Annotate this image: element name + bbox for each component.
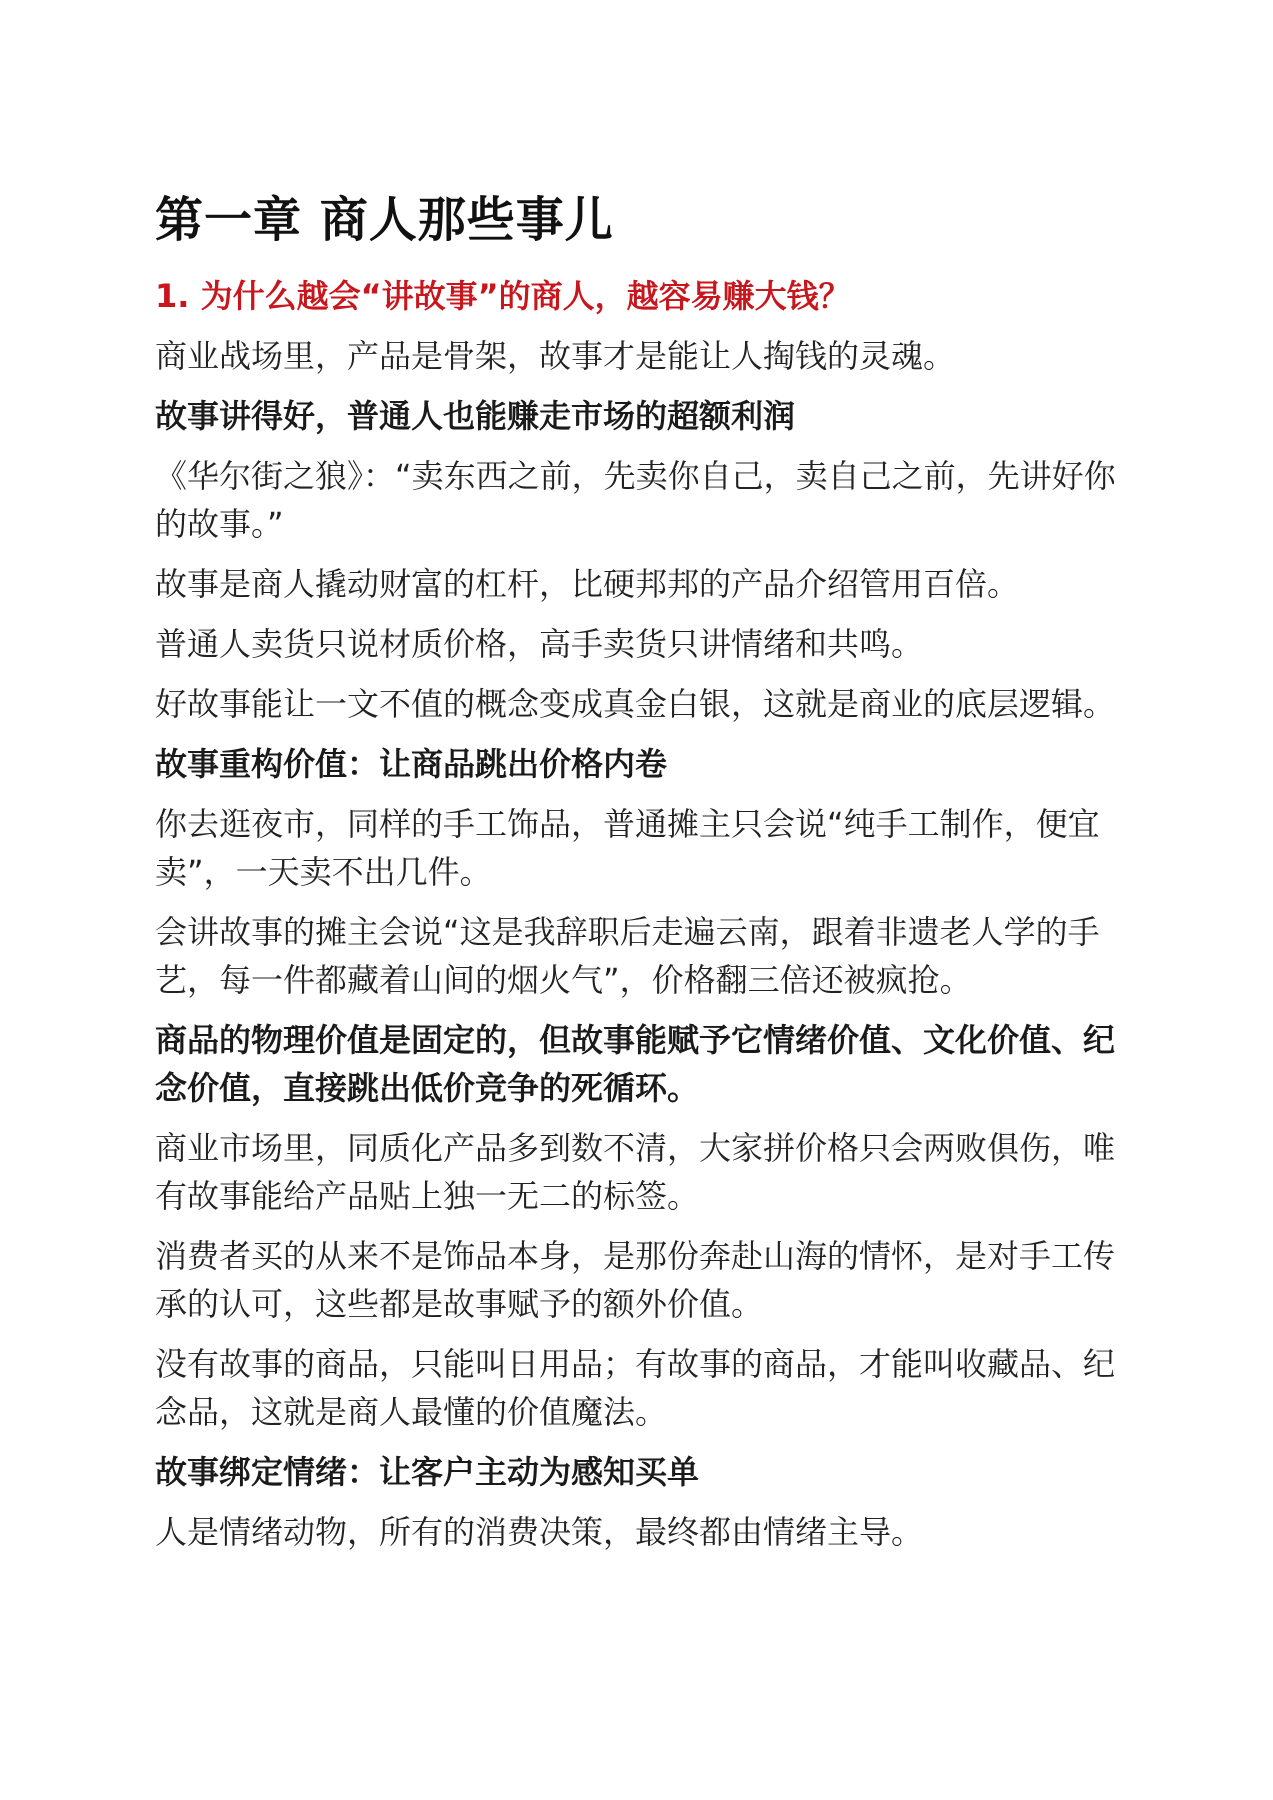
body-paragraph: 没有故事的商品，只能叫日用品；有故事的商品，才能叫收藏品、纪念品，这就是商人最懂的价值魔法。 [155,1345,1116,1431]
article-body [155,332,1123,1556]
body-paragraph: 《华尔街之狼》：“卖东西之前，先卖你自己，卖自己之前，先讲好你的故事。” [155,457,1116,543]
bold-subheading: 故事绑定情绪：让客户主动为感知买单 [155,1453,700,1491]
body-paragraph: 普通人卖货只说材质价格，高手卖货只讲情绪和共鸣。 [155,625,924,663]
bold-subheading: 商品的物理价值是固定的，但故事能赋予它情绪价值、文化价值、纪念价值，直接跳出低价竞争的死循环。 [155,1021,1116,1107]
bold-subheading: 故事讲得好，普通人也能赚走市场的超额利润 [155,397,796,435]
body-paragraph: 好故事能让一文不值的概念变成真金白银，这就是商业的底层逻辑。 [155,685,1116,723]
bold-subheading: 故事重构价值：让商品跳出价格内卷 [155,745,668,783]
chapter-title: 第一章 商人那些事儿 [155,192,614,248]
body-paragraph: 你去逛夜市，同样的手工饰品，普通摊主只会说“纯手工制作，便宜卖”，一天卖不出几件。 [155,805,1100,891]
body-paragraph: 消费者买的从来不是饰品本身，是那份奔赴山海的情怀，是对手工传承的认可，这些都是故事赋予的额外价值。 [155,1237,1116,1323]
body-paragraph: 会讲故事的摊主会说“这是我辞职后走遍云南，跟着非遗老人学的手艺，每一件都藏着山间的烟火气”，价格翻三倍还被疯抢。 [155,913,1100,999]
body-paragraph: 故事是商人撬动财富的杠杆，比硬邦邦的产品介绍管用百倍。 [155,565,1020,603]
body-paragraph: 商业战场里，产品是骨架，故事才是能让人掏钱的灵魂。 [155,337,956,375]
section-question-heading: 1. 为什么越会“讲故事”的商人，越容易赚大钱？ [155,277,851,315]
body-paragraph: 人是情绪动物，所有的消费决策，最终都由情绪主导。 [155,1513,924,1551]
body-paragraph: 商业市场里，同质化产品多到数不清，大家拼价格只会两败俱伤，唯有故事能给产品贴上独一无二的标签。 [155,1129,1116,1215]
